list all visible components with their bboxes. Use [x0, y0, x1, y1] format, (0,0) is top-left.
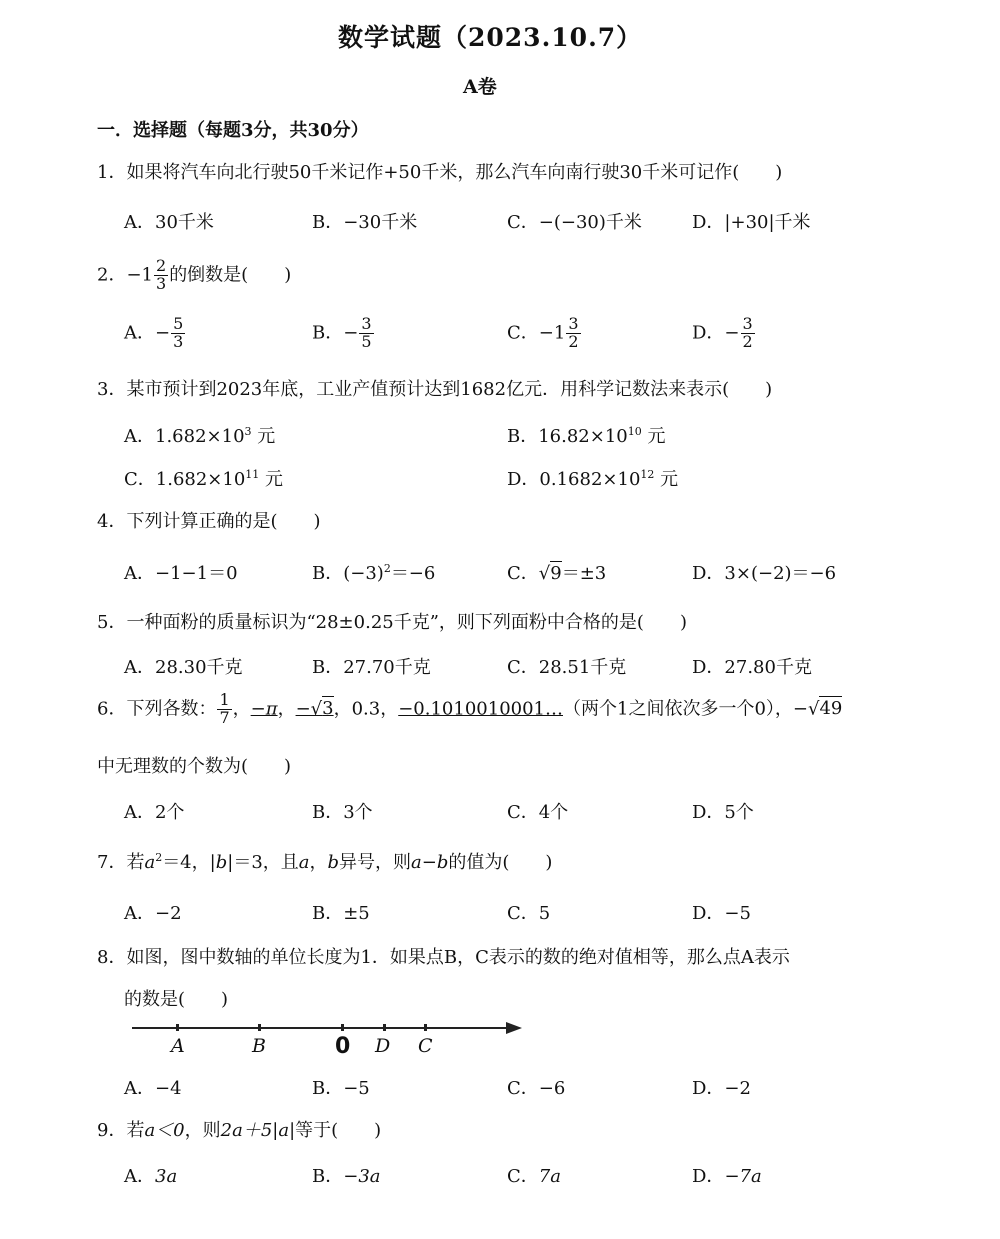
- q2-c-num: 3: [568, 314, 579, 333]
- q2-fraction: [154, 258, 168, 293]
- q1-option-a: A．30千米: [124, 212, 214, 233]
- question-9-stem: [97, 1116, 381, 1142]
- q3-a-base: A．1.682×10: [124, 426, 245, 447]
- q3-option-d: [507, 465, 678, 491]
- q8-option-a: A．−4: [124, 1078, 182, 1099]
- q2-option-d: [692, 316, 756, 351]
- q3-d-unit: 元: [660, 469, 679, 490]
- q9-c-label: C．: [507, 1166, 539, 1187]
- q6-paren-note: （两个1之间依次多一个0），−√: [563, 698, 820, 720]
- q8-option-b: B．−5: [312, 1078, 370, 1099]
- q8-option-d: D．−2: [692, 1078, 751, 1099]
- q7-option-a: A．−2: [124, 903, 182, 924]
- q2-c-den: 2: [568, 331, 579, 351]
- tick-zero: [341, 1024, 344, 1031]
- q2-b-num: 3: [361, 314, 372, 333]
- q3-option-a: [124, 422, 275, 448]
- q5-option-b: B．27.70千克: [312, 657, 431, 678]
- q3-option-b: [507, 422, 665, 448]
- q6-prefix: 6．下列各数：: [97, 698, 217, 720]
- q5-option-a: A．28.30千克: [124, 657, 243, 678]
- q2-fraction-num: 2: [156, 256, 167, 275]
- point-label-b: B: [252, 1035, 266, 1057]
- q2-prefix: 2．−1: [97, 264, 153, 286]
- q9-option-d: [692, 1162, 762, 1188]
- q9-b-label: B．: [312, 1166, 344, 1187]
- tick-c: [424, 1024, 427, 1031]
- q3-a-unit: 元: [257, 426, 276, 447]
- q3-d-exp: 12: [640, 468, 655, 481]
- q7-var-a-2: a: [298, 852, 310, 873]
- q9-d-label: D．: [692, 1166, 725, 1187]
- q7-mid: ＝4，|: [162, 852, 216, 873]
- number-line-axis: [132, 1027, 510, 1029]
- number-line-arrow: [506, 1022, 522, 1034]
- q9-option-a: [124, 1162, 177, 1188]
- q1-option-b: B．−30千米: [312, 212, 418, 233]
- q7-square: 2: [155, 851, 163, 864]
- question-4-stem: 4．下列计算正确的是( ): [97, 511, 321, 532]
- q3-option-c: [124, 465, 283, 491]
- q8-option-c: C．−6: [507, 1078, 566, 1099]
- q6-sqrt3-radicand: 3: [322, 698, 334, 720]
- q6-option-c: C．4个: [507, 802, 569, 823]
- page-title: 数学试题（2023.10.7）: [338, 23, 643, 52]
- point-label-d: D: [375, 1035, 391, 1057]
- q9-expression: 2a＋5|a|: [220, 1120, 296, 1141]
- q7-expression: a−b: [411, 852, 449, 873]
- q2-b-label: B．−: [312, 322, 359, 344]
- q7-var-a: a: [144, 852, 156, 873]
- question-6-stem: [97, 692, 842, 727]
- q4-b-rest: ＝−6: [390, 563, 436, 584]
- q2-a-den: 3: [173, 331, 184, 351]
- q7-var-b: b: [215, 852, 228, 873]
- q4-option-a: A．−1−1＝0: [124, 563, 238, 584]
- section-heading: 一．选择题（每题3分，共30分）: [97, 120, 369, 141]
- q9-c-value: 7a: [538, 1166, 561, 1187]
- q2-suffix: 的倒数是( ): [169, 264, 292, 286]
- q6-fraction-num: 1: [219, 690, 230, 709]
- q6-sep-1: ，: [232, 698, 251, 720]
- q2-fraction-den: 3: [156, 273, 167, 293]
- q1-option-c: C．−(−30)千米: [507, 212, 642, 233]
- q2-option-b: [312, 316, 375, 351]
- q6-fraction: [217, 692, 231, 727]
- q7-mid-2: |＝3，且: [227, 852, 299, 873]
- question-6-line-2: 中无理数的个数为( ): [97, 756, 292, 777]
- q4-option-c: [507, 559, 606, 585]
- q3-b-exp: 10: [627, 425, 642, 438]
- point-label-zero: 0: [335, 1034, 351, 1059]
- q4-option-d: D．3×(−2)＝−6: [692, 563, 837, 584]
- q2-d-label: D．−: [692, 322, 740, 344]
- q5-option-d: D．27.80千克: [692, 657, 812, 678]
- q6-neg-sqrt: −√: [295, 698, 323, 720]
- q2-b-den: 5: [361, 331, 372, 351]
- q9-b-value: −3a: [343, 1166, 381, 1187]
- q7-comma: ，: [309, 852, 328, 873]
- q6-neg-pi: −π: [250, 698, 278, 720]
- q7-option-d: D．−5: [692, 903, 751, 924]
- q4-c-label: C．√: [507, 563, 551, 584]
- question-1-stem: 1．如果将汽车向北行驶50千米记作+50千米，那么汽车向南行驶30千米可记作( ): [97, 162, 783, 183]
- q4-b-base: B．(−3): [312, 563, 384, 584]
- q4-b-exp: 2: [383, 562, 391, 575]
- q3-c-base: C．1.682×10: [124, 469, 246, 490]
- q2-d-den: 2: [742, 331, 753, 351]
- tick-a: [176, 1024, 179, 1031]
- q2-c-label: C．−1: [507, 322, 566, 344]
- q9-a-label: A．: [124, 1166, 155, 1187]
- q6-option-a: A．2个: [124, 802, 185, 823]
- q7-tail: 的值为( ): [448, 852, 553, 873]
- question-3-stem: 3．某市预计到2023年底，工业产值预计达到1682亿元．用科学记数法来表示( ): [97, 379, 773, 400]
- q2-option-c: [507, 316, 582, 351]
- q3-d-base: D．0.1682×10: [507, 469, 641, 490]
- q2-option-a: [124, 316, 186, 351]
- question-8-stem: 8．如图，图中数轴的单位长度为1．如果点B，C表示的数的绝对值相等，那么点A表示: [97, 947, 790, 968]
- q6-sep-2: ，: [277, 698, 296, 720]
- q2-a-num: 5: [173, 314, 184, 333]
- q4-c-radicand: 9: [550, 563, 562, 584]
- tick-d: [383, 1024, 386, 1031]
- question-2-stem: [97, 258, 291, 293]
- q9-d-value: −7a: [724, 1166, 762, 1187]
- q7-var-b-2: b: [327, 852, 340, 873]
- q6-option-b: B．3个: [312, 802, 373, 823]
- q4-c-rest: ＝±3: [561, 563, 607, 584]
- q3-c-exp: 11: [245, 468, 260, 481]
- q1-option-d: D．|+30|千米: [692, 212, 811, 233]
- q7-pre: 7．若: [97, 852, 145, 873]
- q7-end: 异号，则: [339, 852, 412, 873]
- q6-option-d: D．5个: [692, 802, 754, 823]
- q7-option-b: B．±5: [312, 903, 370, 924]
- q9-mid: ，则: [184, 1120, 221, 1141]
- point-label-c: C: [418, 1035, 433, 1057]
- q6-decimal: −0.1010010001…: [398, 698, 563, 720]
- q7-option-c: C．5: [507, 903, 551, 924]
- q6-rest: ，0.3，: [333, 698, 399, 720]
- question-5-stem: 5．一种面粉的质量标识为“28±0.25千克”，则下列面粉中合格的是( ): [97, 612, 687, 633]
- q2-d-num: 3: [742, 314, 753, 333]
- q9-option-c: [507, 1162, 561, 1188]
- question-7-stem: [97, 848, 552, 874]
- tick-b: [258, 1024, 261, 1031]
- q5-option-c: C．28.51千克: [507, 657, 627, 678]
- q2-a-label: A．−: [124, 322, 171, 344]
- q3-b-base: B．16.82×10: [507, 426, 628, 447]
- q9-option-b: [312, 1162, 381, 1188]
- q9-pre: 9．若: [97, 1120, 145, 1141]
- question-8-line-2: 的数是( ): [124, 989, 229, 1010]
- q3-a-exp: 3: [244, 425, 252, 438]
- point-label-a: A: [171, 1035, 185, 1057]
- q6-sqrt49-radicand: 49: [819, 698, 843, 720]
- q4-option-b: [312, 559, 435, 585]
- q3-b-unit: 元: [647, 426, 666, 447]
- q9-a-value: 3a: [155, 1166, 178, 1187]
- paper-subtitle: A卷: [463, 76, 497, 98]
- q6-fraction-den: 7: [219, 707, 230, 727]
- q9-tail: 等于( ): [295, 1120, 382, 1141]
- q9-condition: a＜0: [144, 1120, 185, 1141]
- q3-c-unit: 元: [265, 469, 284, 490]
